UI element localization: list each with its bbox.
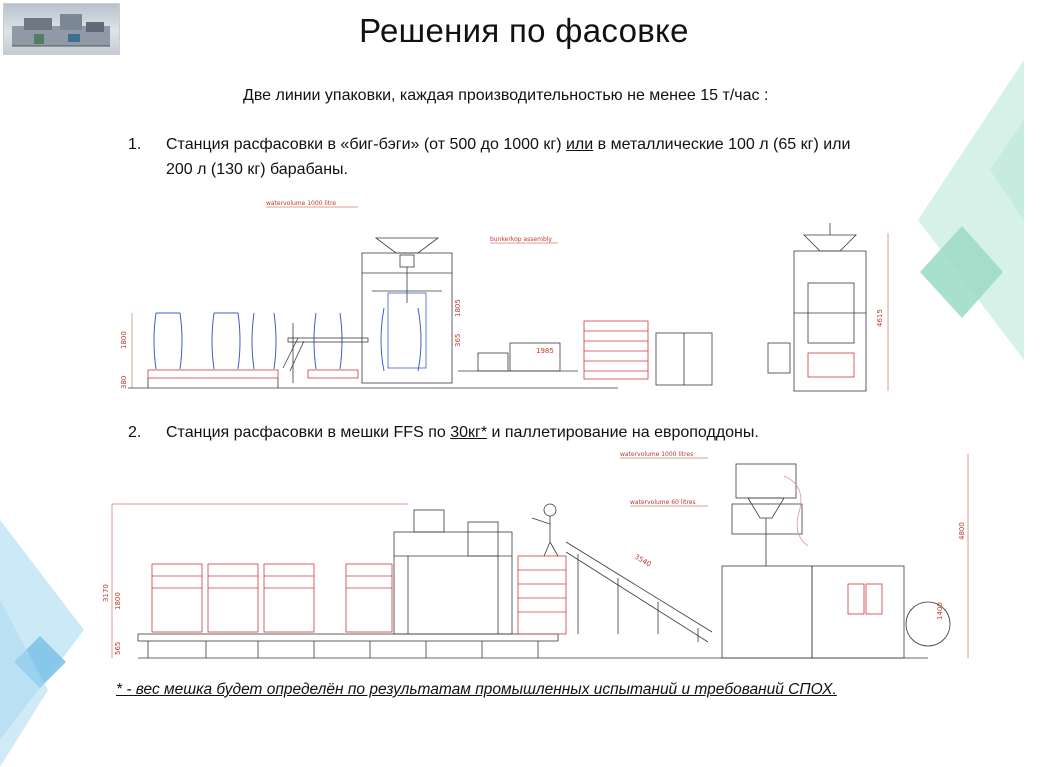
line2-drawing (102, 446, 976, 668)
footnote: * - вес мешка будет определён по результатам промышленных испытаний и требований СПОХ. (116, 681, 837, 698)
svg-text:3170: 3170 (102, 584, 110, 602)
slide-title: Решения по фасовке (359, 12, 689, 49)
svg-text:1805: 1805 (454, 299, 462, 317)
svg-text:4800: 4800 (958, 522, 966, 540)
svg-text:1400: 1400 (936, 602, 944, 620)
line1-label-volume: watervolume 1000 litre (266, 200, 337, 207)
list-item-1 (128, 132, 978, 184)
svg-text:365: 365 (454, 333, 462, 347)
svg-text:380: 380 (120, 375, 128, 389)
list-item-number: 1. (128, 136, 142, 153)
list-item-2 (128, 420, 888, 446)
svg-text:565: 565 (114, 641, 122, 655)
list-item-number: 2. (128, 424, 142, 441)
svg-text:3540: 3540 (633, 552, 653, 569)
line2-label-volume-1000: watervolume 1000 litres (620, 451, 694, 458)
slide-subtitle: Две линии упаковки, каждая производительностью не менее 15 т/час : (243, 87, 769, 104)
svg-text:1985: 1985 (536, 347, 554, 355)
list-item-text: Станция расфасовки в мешки FFS по 30кг* и паллетирование на европоддоны. (166, 424, 759, 441)
line1-drawing (118, 193, 918, 398)
svg-text:1800: 1800 (120, 331, 128, 349)
list-item-text: Станция расфасовки в «биг-бэги» (от 500 до 1000 кг) или в металлические 100 л (65 кг) или 200 л (130 кг) барабаны. (166, 136, 851, 178)
line1-label-bunker: bunkerkop assembly (490, 236, 552, 243)
line2-label-volume-60: watervolume 60 litres (630, 499, 696, 506)
svg-text:4615: 4615 (876, 309, 884, 327)
svg-text:1800: 1800 (114, 592, 122, 610)
